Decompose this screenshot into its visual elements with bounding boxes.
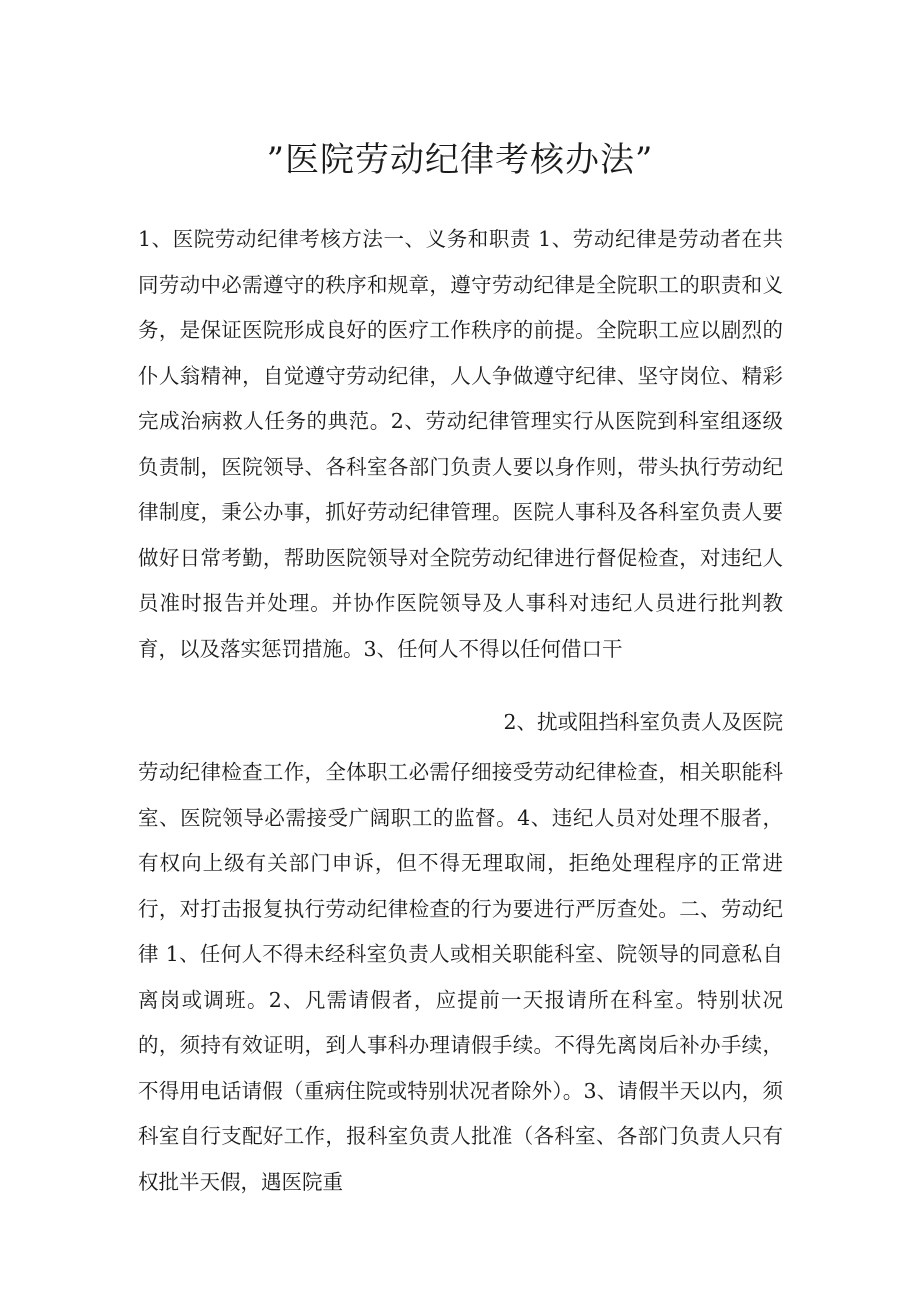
body-paragraph-2: 劳动纪律检查工作，全体职工必需仔细接受劳动纪律检查，相关职能科室、医院领导必需接受广阔职工的监督。4、违纪人员对处理不服者，有权向上级有关部门申诉，但不得无理取闹，拒绝处理程序的正常进行，对打击报复执行劳动纪律检查的行为要进行严厉查处。二、劳动纪律 1、任何人不得未经科室负责人或相关职能科室、院领导的同意私自离岗或调班。2、凡需请假者，应提前一天报请所在科室。特别状况的，须持有效证明，到人事科办理请假手续。不得先离岗后补办手续，不得用电话请假（重病住院或特别状况者除外）。3、请假半天以内，须科室自行支配好工作，报科室负责人批准（各科室、各部门负责人只有权批半天假，遇医院重: [138, 760, 783, 1194]
body-paragraph-1: 1、医院劳动纪律考核方法一、义务和职责 1、劳动纪律是劳动者在共同劳动中必需遵守的秩序和规章，遵守劳动纪律是全院职工的职责和义务，是保证医院形成良好的医疗工作秩序的前提。全院职工应以剧烈的仆人翁精神，自觉遵守劳动纪律，人人争做遵守纪律、坚守岗位、精彩完成治病救人任务的典范。2、劳动纪律管理实行从医院到科室组逐级负责制，医院领导、各科室各部门负责人要以身作则，带头执行劳动纪律制度，秉公办事，抓好劳动纪律管理。医院人事科及各科室负责人要做好日常考勤，帮助医院领导对全院劳动纪律进行督促检查，对违纪人员准时报告并处理。并协作医院领导及人事科对违纪人员进行批判教育，以及落实惩罚措施。3、任何人不得以任何借口干: [138, 227, 783, 661]
right-aligned-line: 2、扰或阻挡科室负责人及医院: [503, 710, 783, 734]
document-title: ”医院劳动纪律考核办法”: [266, 140, 654, 180]
